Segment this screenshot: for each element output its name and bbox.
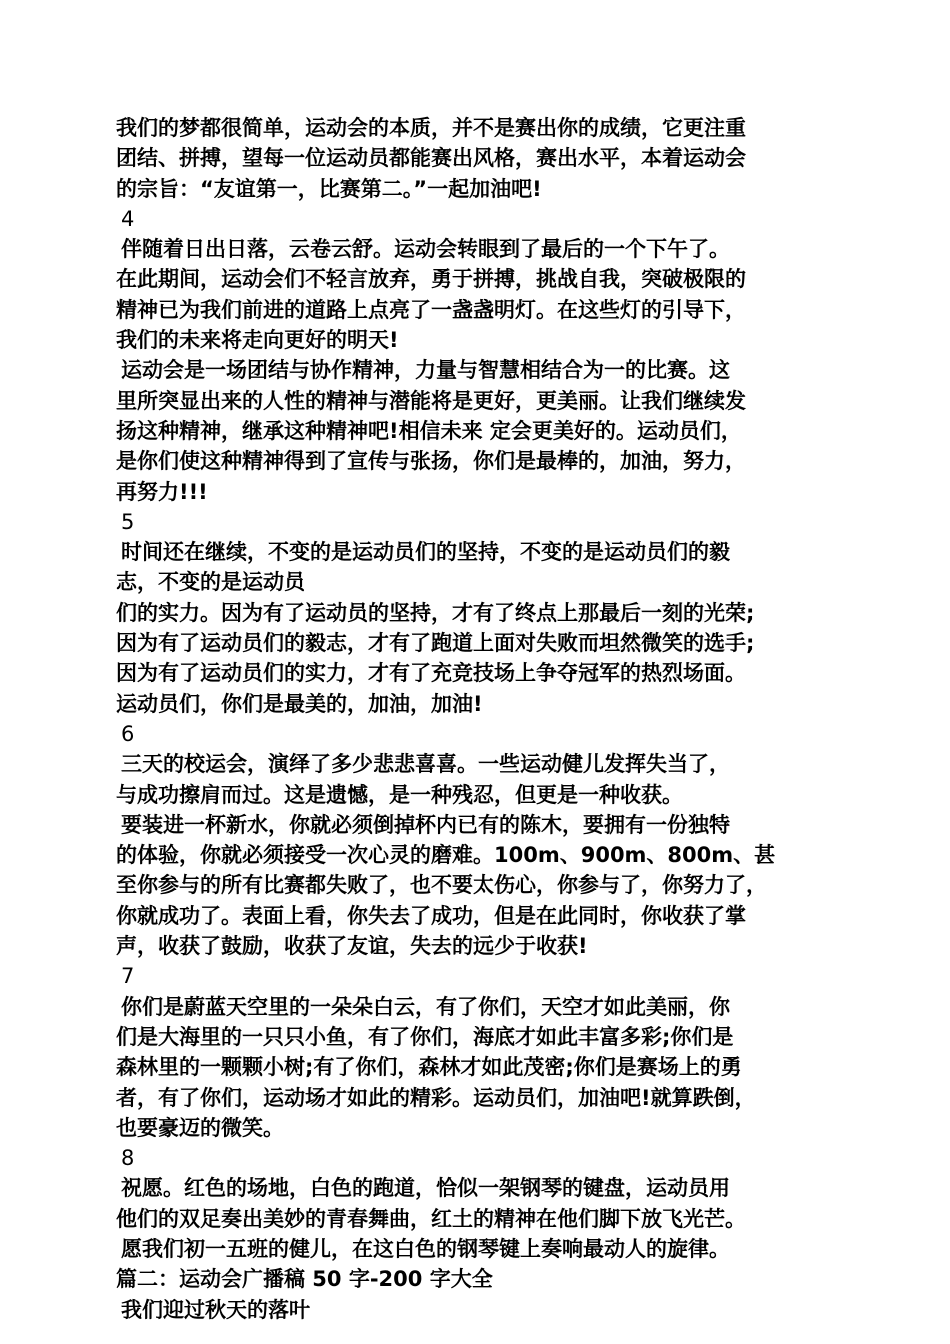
text-line: 你就成功了。表面上看，你失去了成功，但是在此同时，你收获了掌 (116, 903, 746, 928)
text-line: 我们的未来将走向更好的明天! (116, 328, 399, 353)
text-line: 声，收获了鼓励，收获了友谊，失去的远少于收获! (116, 934, 588, 959)
text-line: 扬这种精神，继承这种精神吧!相信未来 定会更美好的。运动员们， (116, 418, 742, 443)
section-number: 4 (121, 206, 135, 231)
text-line: 者，有了你们，运动场才如此的精彩。运动员们，加油吧!就算跌倒， (116, 1085, 756, 1110)
text-line: 再努力!!! (116, 479, 208, 504)
text-line: 你们是蔚蓝天空里的一朵朵白云，有了你们，天空才如此美丽，你 (121, 994, 730, 1019)
text-line: 愿我们初一五班的健儿，在这白色的钢琴键上奏响最动人的旋律。 (121, 1236, 730, 1261)
text-line: 我们的梦都很简单，运动会的本质，并不是赛出你的成绩，它更注重 (116, 116, 746, 140)
text-line: 在此期间，运动会们不轻言放弃，勇于拼搏，挑战自我，突破极限的 (116, 267, 746, 292)
text-line: 是你们使这种精神得到了宣传与张扬，你们是最棒的，加油，努力， (116, 449, 746, 474)
document-body (116, 113, 851, 1325)
text-line: 们的实力。因为有了运动员的坚持，才有了终点上那最后一刻的光荣; (116, 600, 755, 625)
text-line: 因为有了运动员们的毅志，才有了跑道上面对失败而坦然微笑的选手; (116, 631, 755, 656)
text-line: 祝愿。红色的场地，白色的跑道，恰似一架钢琴的键盘，运动员用 (121, 1176, 730, 1201)
text-line: 的体验，你就必须接受一次心灵的磨难。100m、900m、800m、甚 (116, 843, 776, 868)
text-line: 因为有了运动员们的实力，才有了充竞技场上争夺冠军的热烈场面。 (116, 661, 746, 686)
text-line: 至你参与的所有比赛都失败了，也不要太伤心，你参与了，你努力了， (116, 873, 767, 898)
text-line: 三天的校运会，演绎了多少悲悲喜喜。一些运动健儿发挥失当了， (121, 752, 730, 777)
text-line: 们是大海里的一只只小鱼，有了你们，海底才如此丰富多彩;你们是 (116, 1024, 734, 1049)
text-line: 里所突显出来的人性的精神与潜能将是更好，更美丽。让我们继续发 (116, 388, 746, 413)
text-line: 与成功擦肩而过。这是遗憾，是一种残忍，但更是一种收获。 (116, 782, 683, 807)
text-line: 篇二：运动会广播稿 50 字-200 字大全 (116, 1267, 493, 1292)
text-line: 志，不变的是运动员 (116, 570, 305, 595)
text-line: 运动员们，你们是最美的，加油，加油! (116, 691, 483, 716)
text-line: 精神已为我们前进的道路上点亮了一盏盏明灯。在这些灯的引导下， (116, 297, 746, 322)
text-line: 时间还在继续，不变的是运动员们的坚持，不变的是运动员们的毅 (121, 540, 730, 565)
text-line: 我们迎过秋天的落叶 (121, 1297, 310, 1322)
text-line: 要装进一杯新水，你就必须倒掉杯内已有的陈木，要拥有一份独特 (121, 812, 730, 837)
section-number: 8 (121, 1146, 135, 1171)
section-number: 6 (121, 721, 135, 746)
text-line: 伴随着日出日落，云卷云舒。运动会转眼到了最后的一个下午了。 (121, 237, 730, 262)
text-line: 森林里的一颗颗小树;有了你们，森林才如此茂密;你们是赛场上的勇 (116, 1055, 742, 1080)
text-line: 他们的双足奏出美妙的青春舞曲，红土的精神在他们脚下放飞光芒。 (116, 1206, 746, 1231)
text-line: 的宗旨：“友谊第一，比赛第二。”一起加油吧! (116, 176, 542, 201)
section-number: 7 (121, 964, 135, 989)
text-line: 团结、拼搏，望每一位运动员都能赛出风格，赛出水平，本着运动会 (116, 146, 746, 171)
text-line: 运动会是一场团结与协作精神，力量与智慧相结合为一的比赛。这 (121, 358, 730, 383)
section-number: 5 (121, 509, 135, 534)
text-line: 也要豪迈的微笑。 (116, 1115, 284, 1140)
